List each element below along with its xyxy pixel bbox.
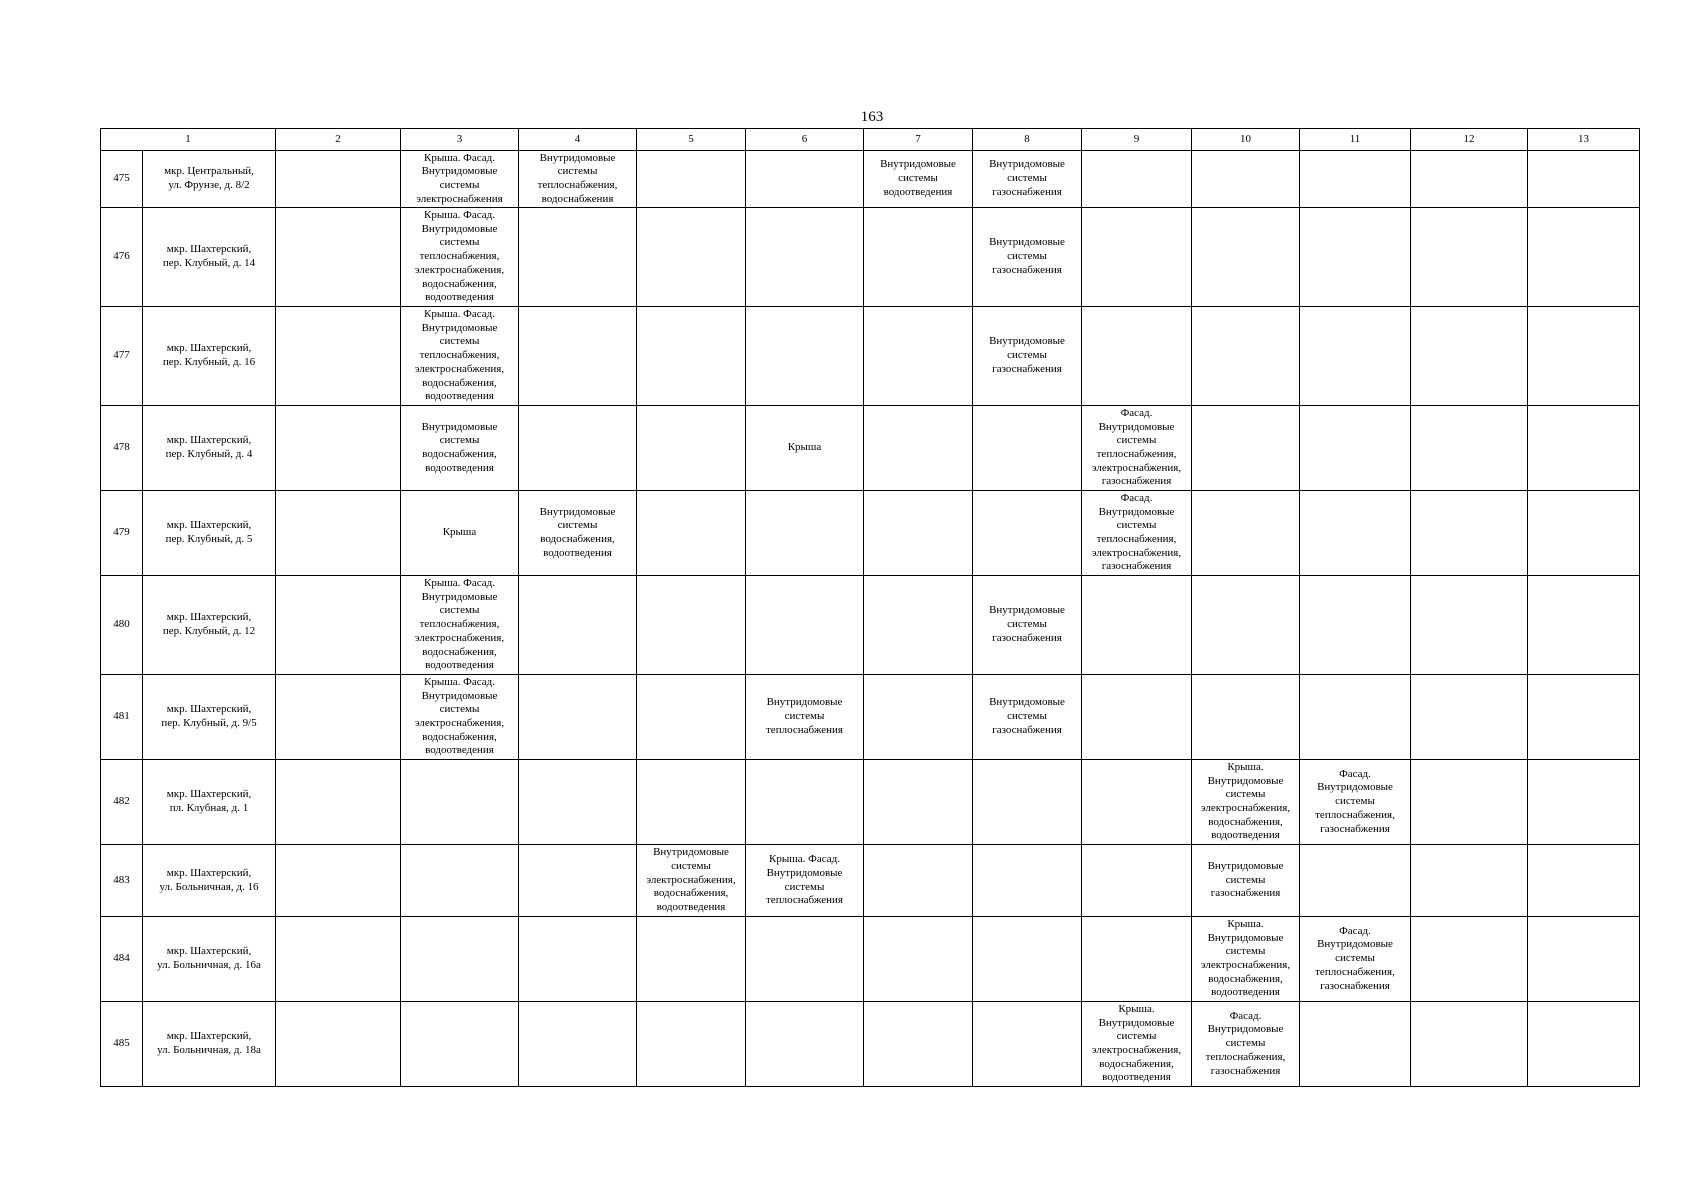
work-cell-col-12	[1411, 307, 1528, 406]
work-cell-col-6	[746, 151, 864, 208]
row-number-cell: 475	[101, 151, 143, 208]
work-cell-col-11	[1300, 1002, 1411, 1087]
address-cell: мкр. Шахтерский, пер. Клубный, д. 4	[143, 406, 276, 491]
header-cell: 6	[746, 129, 864, 151]
work-cell-col-10	[1192, 576, 1300, 675]
work-cell-col-3	[401, 1002, 519, 1087]
work-cell-col-11: Фасад. Внутридомовые системы теплоснабжения, газоснабжения	[1300, 917, 1411, 1002]
work-cell-col-2	[276, 208, 401, 307]
work-cell-col-4	[519, 576, 637, 675]
work-cell-col-4	[519, 1002, 637, 1087]
work-cell-col-2	[276, 491, 401, 576]
work-cell-col-10	[1192, 491, 1300, 576]
work-cell-col-10	[1192, 151, 1300, 208]
row-number-cell: 482	[101, 760, 143, 845]
table-row	[101, 151, 1640, 208]
address-cell: мкр. Шахтерский, пер. Клубный, д. 9/5	[143, 675, 276, 760]
work-cell-col-3: Крыша	[401, 491, 519, 576]
work-cell-col-2	[276, 406, 401, 491]
work-cell-col-4	[519, 675, 637, 760]
work-cell-col-13	[1528, 675, 1640, 760]
work-cell-col-6: Крыша	[746, 406, 864, 491]
work-cell-col-13	[1528, 760, 1640, 845]
work-cell-col-8	[973, 406, 1082, 491]
work-cell-col-5	[637, 208, 746, 307]
address-cell: мкр. Шахтерский, пер. Клубный, д. 12	[143, 576, 276, 675]
work-cell-col-3: Внутридомовые системы водоснабжения, водоотведения	[401, 406, 519, 491]
work-cell-col-7	[864, 917, 973, 1002]
address-cell: мкр. Шахтерский, пер. Клубный, д. 16	[143, 307, 276, 406]
work-cell-col-4: Внутридомовые системы теплоснабжения, водоснабжения	[519, 151, 637, 208]
work-cell-col-8	[973, 917, 1082, 1002]
row-number-cell: 483	[101, 845, 143, 917]
work-cell-col-5	[637, 307, 746, 406]
table-row	[101, 760, 1640, 845]
work-cell-col-10: Внутридомовые системы газоснабжения	[1192, 845, 1300, 917]
work-cell-col-3: Крыша. Фасад. Внутридомовые системы теплоснабжения, электроснабжения, водоснабжения, водоотведения	[401, 208, 519, 307]
work-cell-col-12	[1411, 208, 1528, 307]
work-cell-col-12	[1411, 576, 1528, 675]
address-cell: мкр. Шахтерский, пер. Клубный, д. 5	[143, 491, 276, 576]
work-cell-col-4	[519, 208, 637, 307]
work-cell-col-3: Крыша. Фасад. Внутридомовые системы электроснабжения	[401, 151, 519, 208]
work-cell-col-8	[973, 491, 1082, 576]
work-cell-col-13	[1528, 406, 1640, 491]
address-cell: мкр. Шахтерский, ул. Больничная, д. 16	[143, 845, 276, 917]
work-cell-col-4	[519, 917, 637, 1002]
work-cell-col-6: Крыша. Фасад. Внутридомовые системы теплоснабжения	[746, 845, 864, 917]
work-cell-col-2	[276, 1002, 401, 1087]
work-cell-col-8	[973, 845, 1082, 917]
address-cell: мкр. Шахтерский, ул. Больничная, д. 16а	[143, 917, 276, 1002]
row-number-cell: 481	[101, 675, 143, 760]
work-cell-col-5	[637, 1002, 746, 1087]
work-cell-col-5	[637, 917, 746, 1002]
work-cell-col-9: Фасад. Внутридомовые системы теплоснабжения, электроснабжения, газоснабжения	[1082, 491, 1192, 576]
table-row	[101, 917, 1640, 1002]
work-cell-col-2	[276, 307, 401, 406]
work-cell-col-6	[746, 1002, 864, 1087]
work-cell-col-7	[864, 760, 973, 845]
work-cell-col-2	[276, 760, 401, 845]
header-row	[101, 129, 1640, 151]
table-row	[101, 845, 1640, 917]
work-cell-col-4	[519, 760, 637, 845]
work-cell-col-11	[1300, 208, 1411, 307]
work-cell-col-9	[1082, 760, 1192, 845]
work-cell-col-9	[1082, 208, 1192, 307]
header-cell: 1	[101, 129, 276, 151]
work-cell-col-6	[746, 917, 864, 1002]
work-cell-col-5	[637, 406, 746, 491]
work-cell-col-12	[1411, 491, 1528, 576]
work-cell-col-6	[746, 208, 864, 307]
table-row	[101, 576, 1640, 675]
work-cell-col-9: Фасад. Внутридомовые системы теплоснабжения, электроснабжения, газоснабжения	[1082, 406, 1192, 491]
header-cell: 13	[1528, 129, 1640, 151]
table-row	[101, 491, 1640, 576]
work-cell-col-3: Крыша. Фасад. Внутридомовые системы теплоснабжения, электроснабжения, водоснабжения, водоотведения	[401, 307, 519, 406]
work-cell-col-9	[1082, 675, 1192, 760]
work-cell-col-3	[401, 917, 519, 1002]
work-cell-col-8: Внутридомовые системы газоснабжения	[973, 307, 1082, 406]
address-cell: мкр. Шахтерский, пл. Клубная, д. 1	[143, 760, 276, 845]
work-cell-col-2	[276, 151, 401, 208]
work-cell-col-7	[864, 675, 973, 760]
work-cell-col-12	[1411, 151, 1528, 208]
table-row	[101, 307, 1640, 406]
work-cell-col-7	[864, 491, 973, 576]
header-cell: 8	[973, 129, 1082, 151]
row-number-cell: 480	[101, 576, 143, 675]
work-cell-col-2	[276, 675, 401, 760]
table-row	[101, 1002, 1640, 1087]
work-cell-col-2	[276, 576, 401, 675]
header-cell: 11	[1300, 129, 1411, 151]
work-cell-col-10: Крыша. Внутридомовые системы электроснабжения, водоснабжения, водоотведения	[1192, 917, 1300, 1002]
work-cell-col-4: Внутридомовые системы водоснабжения, водоотведения	[519, 491, 637, 576]
work-cell-col-11	[1300, 151, 1411, 208]
work-cell-col-10: Крыша. Внутридомовые системы электроснабжения, водоснабжения, водоотведения	[1192, 760, 1300, 845]
header-cell: 9	[1082, 129, 1192, 151]
row-number-cell: 484	[101, 917, 143, 1002]
header-cell: 7	[864, 129, 973, 151]
work-cell-col-9	[1082, 151, 1192, 208]
work-cell-col-8	[973, 760, 1082, 845]
work-cell-col-10	[1192, 208, 1300, 307]
work-cell-col-12	[1411, 1002, 1528, 1087]
work-cell-col-5	[637, 576, 746, 675]
work-cell-col-7	[864, 576, 973, 675]
work-cell-col-10: Фасад. Внутридомовые системы теплоснабжения, газоснабжения	[1192, 1002, 1300, 1087]
work-cell-col-10	[1192, 675, 1300, 760]
work-cell-col-13	[1528, 845, 1640, 917]
work-cell-col-2	[276, 845, 401, 917]
work-cell-col-13	[1528, 917, 1640, 1002]
work-cell-col-6	[746, 576, 864, 675]
work-cell-col-11	[1300, 406, 1411, 491]
row-number-cell: 485	[101, 1002, 143, 1087]
work-cell-col-9	[1082, 307, 1192, 406]
work-cell-col-12	[1411, 845, 1528, 917]
work-cell-col-7	[864, 208, 973, 307]
table-header	[101, 129, 1640, 151]
work-cell-col-3: Крыша. Фасад. Внутридомовые системы электроснабжения, водоснабжения, водоотведения	[401, 675, 519, 760]
work-cell-col-9	[1082, 576, 1192, 675]
work-cell-col-5	[637, 491, 746, 576]
work-schedule-table	[100, 128, 1640, 1087]
work-cell-col-3: Крыша. Фасад. Внутридомовые системы теплоснабжения, электроснабжения, водоснабжения, водоотведения	[401, 576, 519, 675]
work-cell-col-4	[519, 845, 637, 917]
header-cell: 3	[401, 129, 519, 151]
work-cell-col-13	[1528, 307, 1640, 406]
work-cell-col-5	[637, 760, 746, 845]
header-cell: 2	[276, 129, 401, 151]
address-cell: мкр. Шахтерский, пер. Клубный, д. 14	[143, 208, 276, 307]
work-cell-col-5	[637, 675, 746, 760]
table-row	[101, 208, 1640, 307]
work-cell-col-12	[1411, 917, 1528, 1002]
work-cell-col-4	[519, 406, 637, 491]
page-number: 163	[860, 109, 884, 125]
work-cell-col-12	[1411, 675, 1528, 760]
header-cell: 12	[1411, 129, 1528, 151]
work-cell-col-8: Внутридомовые системы газоснабжения	[973, 675, 1082, 760]
row-number-cell: 477	[101, 307, 143, 406]
work-cell-col-8: Внутридомовые системы газоснабжения	[973, 151, 1082, 208]
work-cell-col-7	[864, 307, 973, 406]
work-cell-col-13	[1528, 491, 1640, 576]
address-cell: мкр. Центральный, ул. Фрунзе, д. 8/2	[143, 151, 276, 208]
work-cell-col-7	[864, 1002, 973, 1087]
header-cell: 10	[1192, 129, 1300, 151]
table-row	[101, 675, 1640, 760]
work-cell-col-5	[637, 151, 746, 208]
row-number-cell: 476	[101, 208, 143, 307]
work-cell-col-13	[1528, 151, 1640, 208]
row-number-cell: 478	[101, 406, 143, 491]
work-cell-col-11	[1300, 845, 1411, 917]
work-cell-col-5: Внутридомовые системы электроснабжения, водоснабжения, водоотведения	[637, 845, 746, 917]
work-cell-col-10	[1192, 307, 1300, 406]
work-cell-col-2	[276, 917, 401, 1002]
work-cell-col-4	[519, 307, 637, 406]
work-cell-col-9	[1082, 845, 1192, 917]
work-cell-col-3	[401, 845, 519, 917]
work-cell-col-11: Фасад. Внутридомовые системы теплоснабжения, газоснабжения	[1300, 760, 1411, 845]
work-cell-col-11	[1300, 576, 1411, 675]
work-cell-col-7: Внутридомовые системы водоотведения	[864, 151, 973, 208]
work-cell-col-9	[1082, 917, 1192, 1002]
work-cell-col-9: Крыша. Внутридомовые системы электроснабжения, водоснабжения, водоотведения	[1082, 1002, 1192, 1087]
work-cell-col-11	[1300, 307, 1411, 406]
work-cell-col-7	[864, 406, 973, 491]
work-cell-col-7	[864, 845, 973, 917]
row-number-cell: 479	[101, 491, 143, 576]
work-cell-col-11	[1300, 675, 1411, 760]
work-cell-col-13	[1528, 1002, 1640, 1087]
header-cell: 4	[519, 129, 637, 151]
header-cell: 5	[637, 129, 746, 151]
work-cell-col-6: Внутридомовые системы теплоснабжения	[746, 675, 864, 760]
work-cell-col-12	[1411, 760, 1528, 845]
work-cell-col-6	[746, 491, 864, 576]
work-cell-col-8	[973, 1002, 1082, 1087]
work-cell-col-8: Внутридомовые системы газоснабжения	[973, 576, 1082, 675]
work-cell-col-12	[1411, 406, 1528, 491]
table-row	[101, 406, 1640, 491]
work-cell-col-8: Внутридомовые системы газоснабжения	[973, 208, 1082, 307]
work-cell-col-10	[1192, 406, 1300, 491]
work-cell-col-6	[746, 307, 864, 406]
address-cell: мкр. Шахтерский, ул. Больничная, д. 18а	[143, 1002, 276, 1087]
work-cell-col-6	[746, 760, 864, 845]
work-cell-col-13	[1528, 576, 1640, 675]
work-cell-col-11	[1300, 491, 1411, 576]
work-cell-col-3	[401, 760, 519, 845]
work-cell-col-13	[1528, 208, 1640, 307]
table-body	[101, 151, 1640, 1087]
